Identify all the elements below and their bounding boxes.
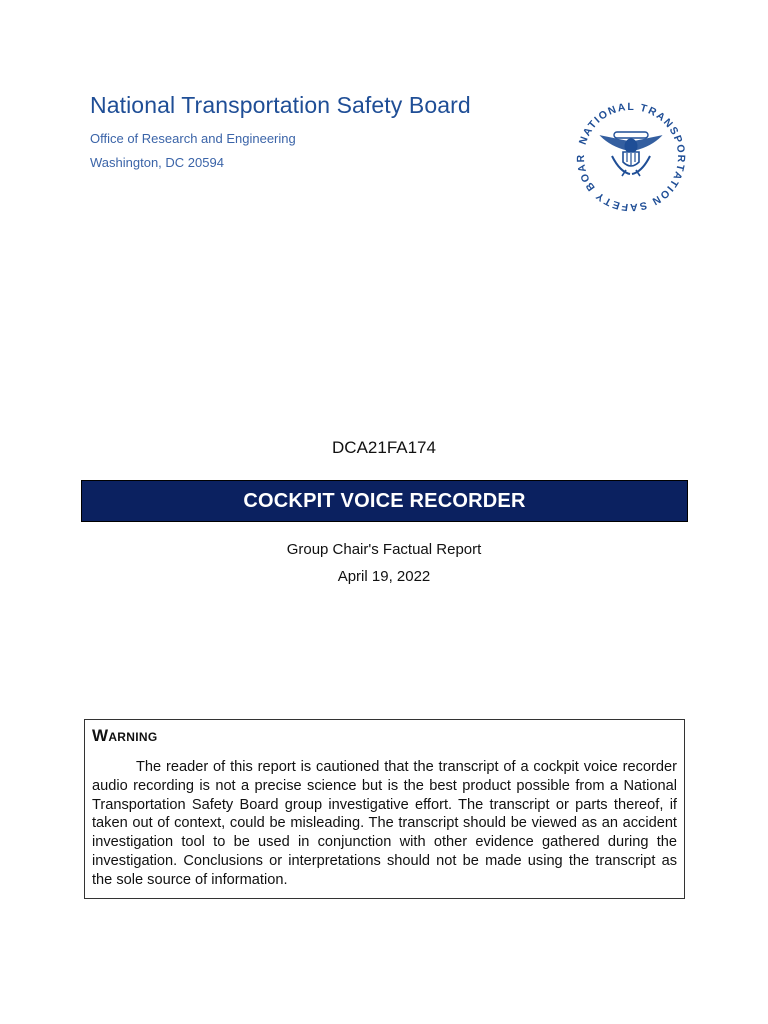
- letterhead: [90, 92, 471, 175]
- warning-box: [84, 719, 685, 899]
- title-banner: [81, 480, 688, 522]
- case-number: DCA21FA174: [332, 438, 436, 457]
- seal-text: NATIONAL TRANSPORTATION SAFETY BOAR: [574, 100, 688, 214]
- warning-text: The reader of this report is cautioned that the transcript of a cockpit voice recorder audio recording is not a precise science but is the best product possible from a National Transportation Safety Board group investigative effort. The transcript or parts thereof, if taken out of context, could be misleading. The transcript should be viewed as an accident investigation tool to be used in conjunction with other evidence gathered during the investigation. Conclusions or interpretations should not be made using the transcript as the sole source of information.: [92, 759, 677, 888]
- report-type: Group Chair's Factual Report: [286, 541, 482, 558]
- office-address: Washington, DC 20594: [90, 155, 224, 170]
- report-title: COCKPIT VOICE RECORDER: [243, 489, 526, 512]
- ntsb-seal-icon: [570, 96, 692, 218]
- office-name: Office of Research and Engineering: [90, 131, 296, 146]
- report-date: April 19, 2022: [337, 568, 431, 585]
- warning-heading: Warning: [92, 726, 158, 745]
- org-name: National Transportation Safety Board: [90, 92, 471, 118]
